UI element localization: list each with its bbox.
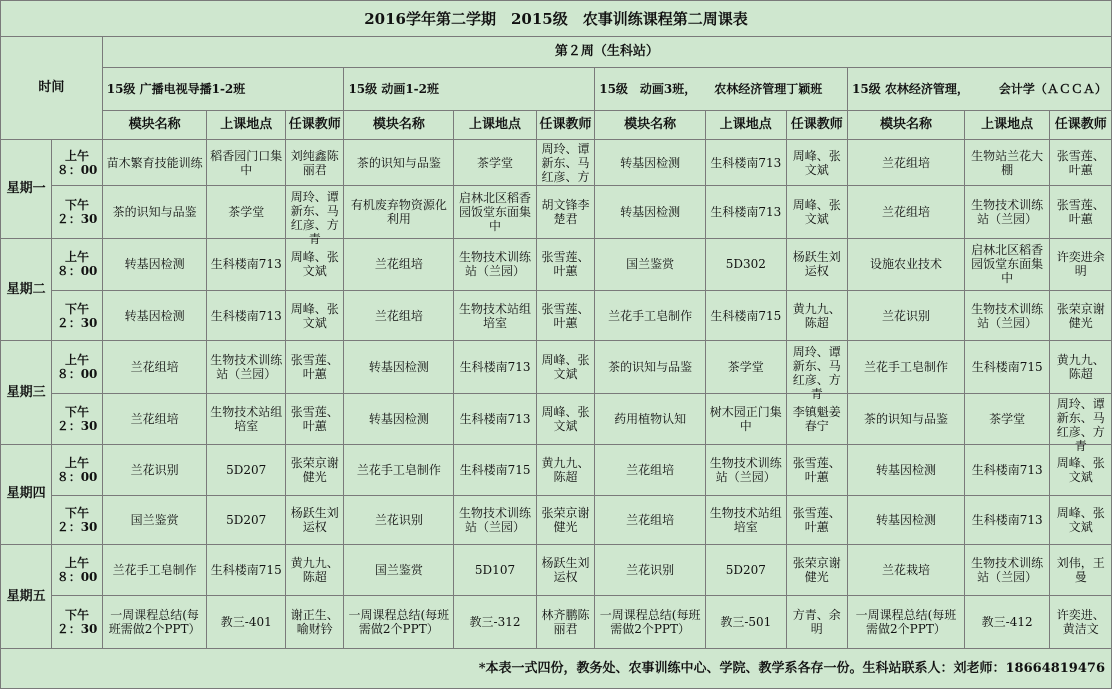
cell-text: 5D207 — [226, 463, 267, 478]
location-cell — [706, 290, 787, 341]
column-header: 上课地点 — [454, 111, 537, 139]
cell-text: 生物技术训练站（兰园） — [971, 301, 1044, 330]
location-cell — [964, 186, 1050, 239]
cell-text: 教三-412 — [981, 615, 1033, 630]
cell-text: 生物技术训练站（兰园） — [971, 198, 1044, 227]
cell-text: 林齐鹏陈丽君 — [541, 608, 590, 637]
location-cell — [454, 545, 537, 596]
teacher-cell — [536, 496, 594, 545]
cell-text: 黄九九、陈超 — [1056, 353, 1105, 382]
teacher-cell — [536, 186, 594, 239]
cell-text: 国兰鉴赏 — [130, 513, 179, 528]
cell-text: 药用植物认知 — [614, 411, 687, 426]
teacher-cell — [1050, 290, 1112, 341]
teacher-cell — [286, 139, 344, 186]
module-cell — [344, 290, 454, 341]
time-slot: 下午 ２：30 — [52, 496, 102, 545]
module-cell — [102, 545, 207, 596]
teacher-cell — [536, 545, 594, 596]
location-cell — [706, 186, 787, 239]
teacher-cell — [536, 394, 594, 445]
cell-text: 一周课程总结(每班需做2个PPT） — [108, 608, 201, 637]
location-cell — [964, 341, 1050, 394]
module-cell — [595, 341, 706, 394]
location-cell — [207, 139, 286, 186]
module-cell — [102, 341, 207, 394]
cell-text: 周玲、谭新东、马红彦、方青 — [1056, 396, 1105, 453]
module-cell — [595, 239, 706, 291]
cell-text: 周峰、张文斌 — [792, 148, 841, 177]
teacher-cell — [786, 290, 847, 341]
cell-text: 周玲、谭新东、马红彦、方青 — [792, 345, 841, 402]
location-cell — [706, 545, 787, 596]
teacher-cell — [1050, 496, 1112, 545]
teacher-cell — [536, 341, 594, 394]
module-cell — [344, 239, 454, 291]
cell-text: 杨跃生刘运权 — [290, 506, 339, 535]
cell-text: 转基因检测 — [124, 308, 185, 323]
cell-text: 茶的识知与品鉴 — [356, 155, 441, 170]
cell-text: 国兰鉴赏 — [374, 562, 423, 577]
time-slot: 上午 ８：00 — [52, 239, 102, 291]
teacher-cell — [1050, 239, 1112, 291]
cell-text: 生物站兰花大棚 — [971, 148, 1044, 177]
column-header: 上课地点 — [964, 111, 1050, 139]
column-header: 上课地点 — [207, 111, 286, 139]
location-cell — [454, 341, 537, 394]
time-header: 时间 — [1, 37, 103, 139]
location-cell — [207, 595, 286, 649]
column-header: 任课教师 — [1050, 111, 1112, 139]
cell-text: 转基因检测 — [124, 257, 185, 272]
location-cell — [207, 496, 286, 545]
cell-text: 周峰、张文斌 — [1056, 506, 1105, 535]
cell-text: 兰花栽培 — [881, 562, 930, 577]
cell-text: 兰花识别 — [626, 562, 675, 577]
teacher-cell — [536, 139, 594, 186]
cell-text: 生科楼南713 — [210, 308, 282, 323]
cell-text: 张荣京谢健光 — [290, 456, 339, 485]
module-cell — [848, 139, 965, 186]
teacher-cell — [286, 394, 344, 445]
teacher-cell — [1050, 341, 1112, 394]
teacher-cell — [786, 239, 847, 291]
location-cell — [964, 545, 1050, 596]
location-cell — [207, 239, 286, 291]
teacher-cell — [536, 595, 594, 649]
teacher-cell — [286, 341, 344, 394]
teacher-cell — [786, 444, 847, 496]
cell-text: 有机废弃物资源化利用 — [350, 198, 447, 227]
cell-text: 转基因检测 — [620, 205, 681, 220]
cell-text: 转基因检测 — [875, 463, 936, 478]
cell-text: 生物技术训练站（兰园） — [459, 506, 532, 535]
teacher-cell — [786, 595, 847, 649]
module-cell — [848, 444, 965, 496]
time-slot: 上午 ８：00 — [52, 139, 102, 186]
location-cell — [454, 186, 537, 239]
schedule-row — [1, 595, 1112, 649]
location-cell — [207, 290, 286, 341]
teacher-cell — [786, 341, 847, 402]
schedule-row — [1, 341, 1112, 394]
module-cell — [102, 290, 207, 341]
cell-text: 黄九九、陈超 — [290, 555, 339, 584]
teacher-cell — [286, 496, 344, 545]
cell-text: 兰花组培 — [881, 155, 930, 170]
location-cell — [964, 394, 1050, 445]
teacher-cell — [786, 139, 847, 186]
cell-text: 转基因检测 — [620, 155, 681, 170]
cell-text: 生科楼南713 — [710, 155, 782, 170]
schedule-row — [1, 290, 1112, 341]
cell-text: 张雪莲、叶蕙 — [792, 506, 841, 535]
cell-text: 生物技术训练站（兰园） — [971, 555, 1044, 584]
cell-text: 生物技术训练站（兰园） — [210, 353, 283, 382]
cell-text: 黄九九、陈超 — [541, 456, 590, 485]
cell-text: 黄九九、陈超 — [792, 301, 841, 330]
cell-text: 5D207 — [226, 513, 267, 528]
schedule-row — [1, 444, 1112, 496]
time-slot: 下午 ２：30 — [52, 394, 102, 445]
module-cell — [595, 139, 706, 186]
cell-text: 生科楼南713 — [710, 205, 782, 220]
cell-text: 兰花手工皂制作 — [608, 308, 693, 323]
teacher-cell — [1050, 545, 1112, 596]
cell-text: 兰花组培 — [130, 360, 179, 375]
cell-text: 生科楼南713 — [459, 360, 531, 375]
time-slot: 下午 ２：30 — [52, 595, 102, 649]
teacher-cell — [786, 186, 847, 239]
cell-text: 周玲、谭新东、马红彦、方 — [541, 141, 590, 184]
cell-text: 张荣京谢健光 — [541, 506, 590, 535]
cell-text: 兰花手工皂制作 — [863, 360, 948, 375]
location-cell — [207, 444, 286, 496]
cell-text: 茶的识知与品鉴 — [112, 205, 197, 220]
cell-text: 茶的识知与品鉴 — [608, 360, 693, 375]
time-slot: 下午 ２：30 — [52, 186, 102, 239]
cell-text: 李镇魁姜春宁 — [792, 404, 841, 433]
cell-text: 一周课程总结(每班需做2个PPT） — [348, 608, 450, 637]
cell-text: 生物技术站组培室 — [709, 506, 782, 535]
cell-text: 生科楼南715 — [710, 308, 782, 323]
time-slot: 上午 ８：00 — [52, 444, 102, 496]
cell-text: 转基因检测 — [368, 411, 429, 426]
cell-text: 生科楼南713 — [210, 257, 282, 272]
module-cell — [344, 444, 454, 496]
module-cell — [344, 545, 454, 596]
cell-text: 生科楼南713 — [459, 411, 531, 426]
teacher-cell — [1050, 139, 1112, 186]
day-label: 星期二 — [1, 239, 52, 341]
cell-text: 张雪莲、叶蕙 — [1056, 148, 1105, 177]
cell-text: 张雪莲、叶蕙 — [290, 353, 339, 382]
location-cell — [207, 341, 286, 394]
module-cell — [102, 496, 207, 545]
module-cell — [848, 545, 965, 596]
module-cell — [595, 545, 706, 596]
cell-text: 启林北区稻香园饭堂东面集中 — [459, 191, 532, 234]
module-cell — [848, 496, 965, 545]
module-cell — [102, 139, 207, 186]
module-cell — [344, 394, 454, 445]
cell-text: 兰花组培 — [881, 205, 930, 220]
teacher-cell — [286, 444, 344, 496]
module-cell — [344, 139, 454, 186]
cell-text: 兰花识别 — [881, 308, 930, 323]
column-header: 模块名称 — [595, 111, 706, 139]
cell-text: 生科楼南715 — [210, 562, 282, 577]
schedule-row — [1, 496, 1112, 545]
cell-text: 茶学堂 — [477, 155, 514, 170]
column-header: 任课教师 — [536, 111, 594, 139]
cell-text: 张雪莲、叶蕙 — [792, 456, 841, 485]
cell-text: 一周课程总结(每班需做2个PPT） — [599, 608, 701, 637]
location-cell — [207, 545, 286, 596]
cell-text: 周峰、张文斌 — [290, 250, 339, 279]
column-header: 任课教师 — [786, 111, 847, 139]
cell-text: 张荣京谢健光 — [792, 555, 841, 584]
cell-text: 刘伟，王曼 — [1056, 555, 1105, 584]
cell-text: 茶学堂 — [989, 411, 1026, 426]
cell-text: 兰花识别 — [374, 513, 423, 528]
teacher-cell — [286, 595, 344, 649]
location-cell — [706, 394, 787, 445]
cell-text: 树木园正门集中 — [709, 404, 782, 433]
footer-note: *本表一式四份，教务处、农事训练中心、学院、教学系各存一份。生科站联系人：刘老师：18664819476 — [1, 649, 1112, 689]
teacher-cell — [1050, 595, 1112, 649]
location-cell — [454, 239, 537, 291]
cell-text: 刘纯鑫陈丽君 — [290, 148, 339, 177]
cell-text: 兰花组培 — [626, 513, 675, 528]
schedule-row — [1, 394, 1112, 445]
cell-text: 茶的识知与品鉴 — [863, 411, 948, 426]
cell-text: 张雪莲、叶蕙 — [541, 250, 590, 279]
module-cell — [595, 186, 706, 239]
cell-text: 国兰鉴赏 — [626, 257, 675, 272]
location-cell — [706, 595, 787, 649]
cell-text: 周峰、张文斌 — [290, 301, 339, 330]
module-cell — [344, 595, 454, 649]
cell-text: 启林北区稻香园饭堂东面集中 — [971, 243, 1044, 286]
day-label: 星期三 — [1, 341, 52, 444]
cell-text: 生科楼南715 — [459, 463, 531, 478]
module-cell — [344, 496, 454, 545]
teacher-cell — [536, 239, 594, 291]
cell-text: 兰花组培 — [374, 308, 423, 323]
cell-text: 茶学堂 — [727, 360, 764, 375]
column-header: 任课教师 — [286, 111, 344, 139]
location-cell — [964, 139, 1050, 186]
module-cell — [102, 394, 207, 445]
teacher-cell — [286, 186, 344, 247]
cell-text: 周峰、张文斌 — [792, 198, 841, 227]
location-cell — [454, 139, 537, 186]
cell-text: 生物技术站组培室 — [459, 301, 532, 330]
cell-text: 生物技术站组培室 — [210, 404, 283, 433]
cell-text: 兰花组培 — [374, 257, 423, 272]
cell-text: 教三-401 — [220, 615, 272, 630]
teacher-cell — [1050, 394, 1112, 453]
schedule-row — [1, 239, 1112, 291]
module-cell — [595, 444, 706, 496]
location-cell — [454, 444, 537, 496]
time-slot: 上午 ８：00 — [52, 341, 102, 394]
location-cell — [964, 444, 1050, 496]
location-cell — [454, 394, 537, 445]
page-title: 2016学年第二学期 2015级 农事训练课程第二周课表 — [1, 1, 1112, 37]
module-cell — [595, 595, 706, 649]
schedule-row — [1, 139, 1112, 186]
cell-text: 生科楼南715 — [971, 360, 1043, 375]
cell-text: 杨跃生刘运权 — [541, 555, 590, 584]
cell-text: 张雪莲、叶蕙 — [290, 404, 339, 433]
location-cell — [454, 290, 537, 341]
location-cell — [706, 139, 787, 186]
module-cell — [848, 290, 965, 341]
location-cell — [706, 239, 787, 291]
cell-text: 兰花识别 — [130, 463, 179, 478]
teacher-cell — [286, 545, 344, 596]
location-cell — [964, 496, 1050, 545]
module-cell — [344, 186, 454, 239]
cell-text: 转基因检测 — [368, 360, 429, 375]
cell-text: 张雪莲、叶蕙 — [541, 301, 590, 330]
teacher-cell — [1050, 186, 1112, 239]
day-label: 星期四 — [1, 444, 52, 544]
class-group-header: 15级 广播电视导播1-2班 — [102, 67, 344, 111]
cell-text: 兰花组培 — [130, 411, 179, 426]
location-cell — [964, 290, 1050, 341]
cell-text: 5D207 — [725, 562, 766, 577]
cell-text: 生科楼南713 — [971, 513, 1043, 528]
cell-text: 教三-312 — [469, 615, 521, 630]
location-cell — [454, 496, 537, 545]
cell-text: 张荣京谢健光 — [1056, 301, 1105, 330]
cell-text: 张雪莲、叶蕙 — [1056, 198, 1105, 227]
location-cell — [207, 186, 286, 239]
class-group-header: 15级 农林经济管理， 会计学（ＡＣＣＡ） — [848, 67, 1112, 111]
cell-text: 周玲、谭新东、马红彦、方青 — [290, 190, 339, 247]
class-group-header: 15级 动画3班， 农林经济管理丁颖班 — [595, 67, 848, 111]
time-slot: 下午 ２：30 — [52, 290, 102, 341]
module-cell — [595, 496, 706, 545]
location-cell — [706, 341, 787, 394]
cell-text: 茶学堂 — [228, 205, 265, 220]
cell-text: 生物技术训练站（兰园） — [459, 250, 532, 279]
cell-text: 胡文锋李楚君 — [541, 198, 590, 227]
cell-text: 周峰、张文斌 — [541, 353, 590, 382]
cell-text: 杨跃生刘运权 — [792, 250, 841, 279]
cell-text: 许奕进余明 — [1056, 250, 1105, 279]
module-cell — [848, 595, 965, 649]
cell-text: 教三-501 — [720, 615, 772, 630]
module-cell — [595, 290, 706, 341]
cell-text: 兰花手工皂制作 — [112, 562, 197, 577]
teacher-cell — [286, 239, 344, 291]
cell-text: 稻香园门口集中 — [210, 148, 283, 177]
schedule-row — [1, 545, 1112, 596]
module-cell — [848, 394, 965, 445]
cell-text: 生物技术训练站（兰园） — [709, 456, 782, 485]
week-header: 第２周（生科站） — [102, 37, 1111, 67]
module-cell — [102, 444, 207, 496]
cell-text: 兰花组培 — [626, 463, 675, 478]
day-label: 星期一 — [1, 139, 52, 238]
cell-text: 5D302 — [725, 257, 766, 272]
cell-text: 转基因检测 — [875, 513, 936, 528]
cell-text: 谢正生、喻财钤 — [290, 608, 339, 637]
module-cell — [848, 239, 965, 291]
cell-text: 方青、余明 — [792, 608, 841, 637]
teacher-cell — [786, 545, 847, 596]
column-header: 模块名称 — [102, 111, 207, 139]
column-header: 模块名称 — [344, 111, 454, 139]
day-label: 星期五 — [1, 545, 52, 649]
module-cell — [344, 341, 454, 394]
location-cell — [964, 595, 1050, 649]
column-header: 上课地点 — [706, 111, 787, 139]
schedule-row — [1, 186, 1112, 239]
module-cell — [848, 186, 965, 239]
location-cell — [706, 444, 787, 496]
time-slot: 上午 ８：00 — [52, 545, 102, 596]
location-cell — [454, 595, 537, 649]
cell-text: 周峰、张文斌 — [1056, 456, 1105, 485]
teacher-cell — [536, 444, 594, 496]
cell-text: 生科楼南713 — [971, 463, 1043, 478]
cell-text: 许奕进、黄洁文 — [1056, 608, 1105, 637]
cell-text: 5D107 — [474, 562, 516, 577]
teacher-cell — [536, 290, 594, 341]
module-cell — [848, 341, 965, 394]
location-cell — [706, 496, 787, 545]
cell-text: 一周课程总结(每班需做2个PPT） — [855, 608, 957, 637]
location-cell — [207, 394, 286, 445]
class-group-header: 15级 动画1-2班 — [344, 67, 595, 111]
module-cell — [102, 186, 207, 239]
module-cell — [102, 595, 207, 649]
cell-text: 兰花手工皂制作 — [356, 463, 441, 478]
column-header: 模块名称 — [848, 111, 965, 139]
teacher-cell — [786, 496, 847, 545]
module-cell — [102, 239, 207, 291]
cell-text: 周峰、张文斌 — [541, 404, 590, 433]
module-cell — [595, 394, 706, 445]
cell-text: 苗木繁育技能训练 — [106, 155, 203, 170]
teacher-cell — [286, 290, 344, 341]
location-cell — [964, 239, 1050, 291]
cell-text: 设施农业技术 — [869, 257, 942, 272]
